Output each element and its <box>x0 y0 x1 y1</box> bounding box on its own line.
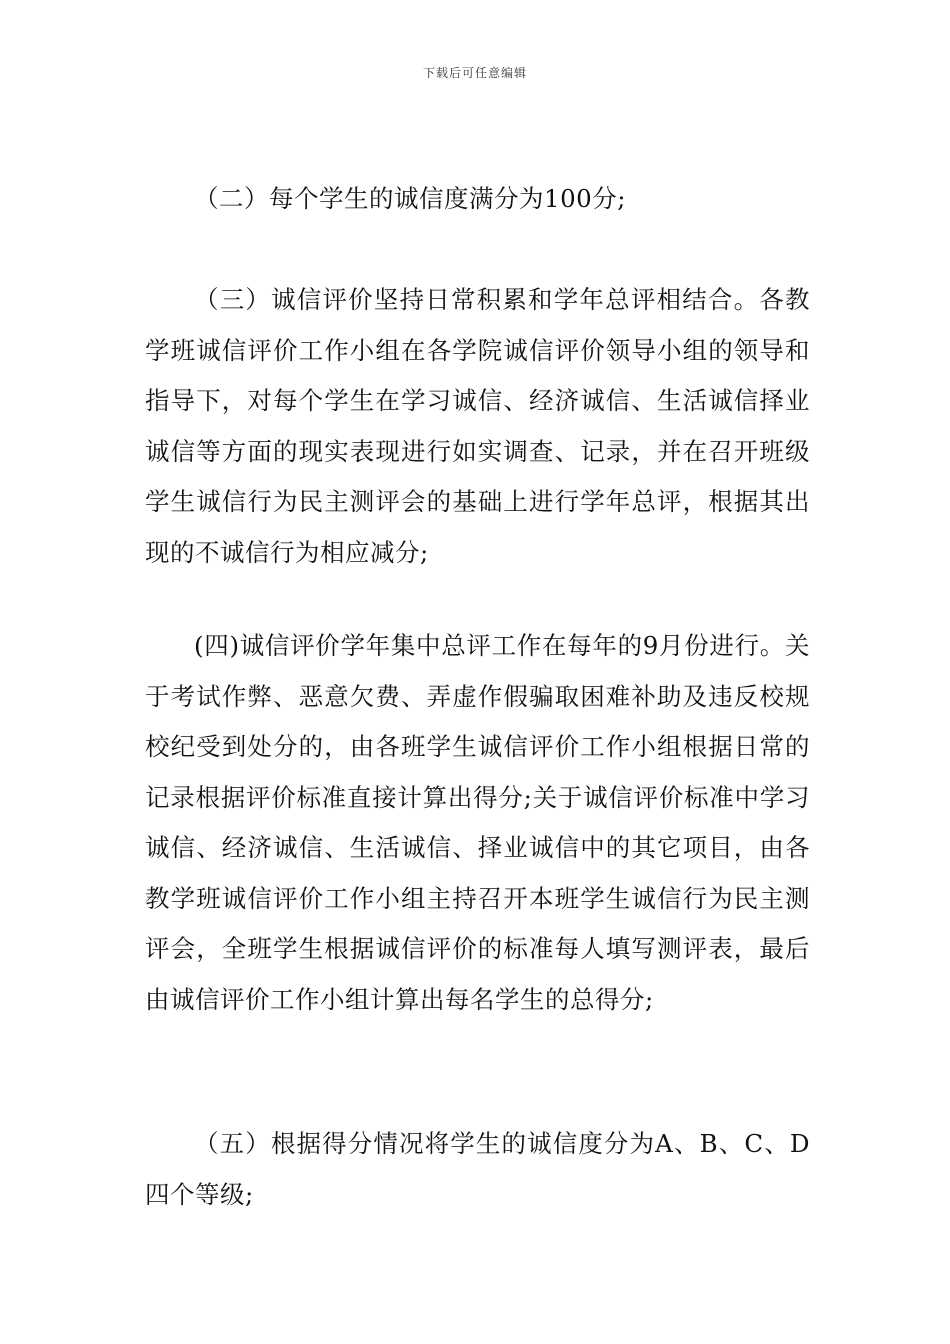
paragraph-3: （三）诚信评价坚持日常积累和学年总评相结合。各教学班诚信评价工作小组在各学院诚信评价领导小组的领导和指导下，对每个学生在学习诚信、经济诚信、生活诚信择业诚信等方面的现实表现进行如实调查、记录，并在召开班级学生诚信行为民主测评会的基础上进行学年总评，根据其出现的不诚信行为相应减分; <box>145 285 810 567</box>
page-header: 下载后可任意编辑 <box>422 66 527 80</box>
paragraph-5: （五）根据得分情况将学生的诚信度分为A、B、C、D四个等级; <box>145 1129 810 1209</box>
paragraph-4: (四)诚信评价学年集中总评工作在每年的9月份进行。关于考试作弊、恶意欠费、弄虚作假骗取困难补助及违反校规校纪受到处分的，由各班学生诚信评价工作小组根据日常的记录根据评价标准直接计算出得分;关于诚信评价标准中学习诚信、经济诚信、生活诚信、择业诚信中的其它项目，由各教学班诚信评价工作小组主持召开本班学生诚信行为民主测评会，全班学生根据诚信评价的标准每人填写测评表，最后由诚信评价工作小组计算出每名学生的总得分; <box>145 631 810 1014</box>
paragraph-2: （二）每个学生的诚信度满分为100分; <box>194 184 627 213</box>
